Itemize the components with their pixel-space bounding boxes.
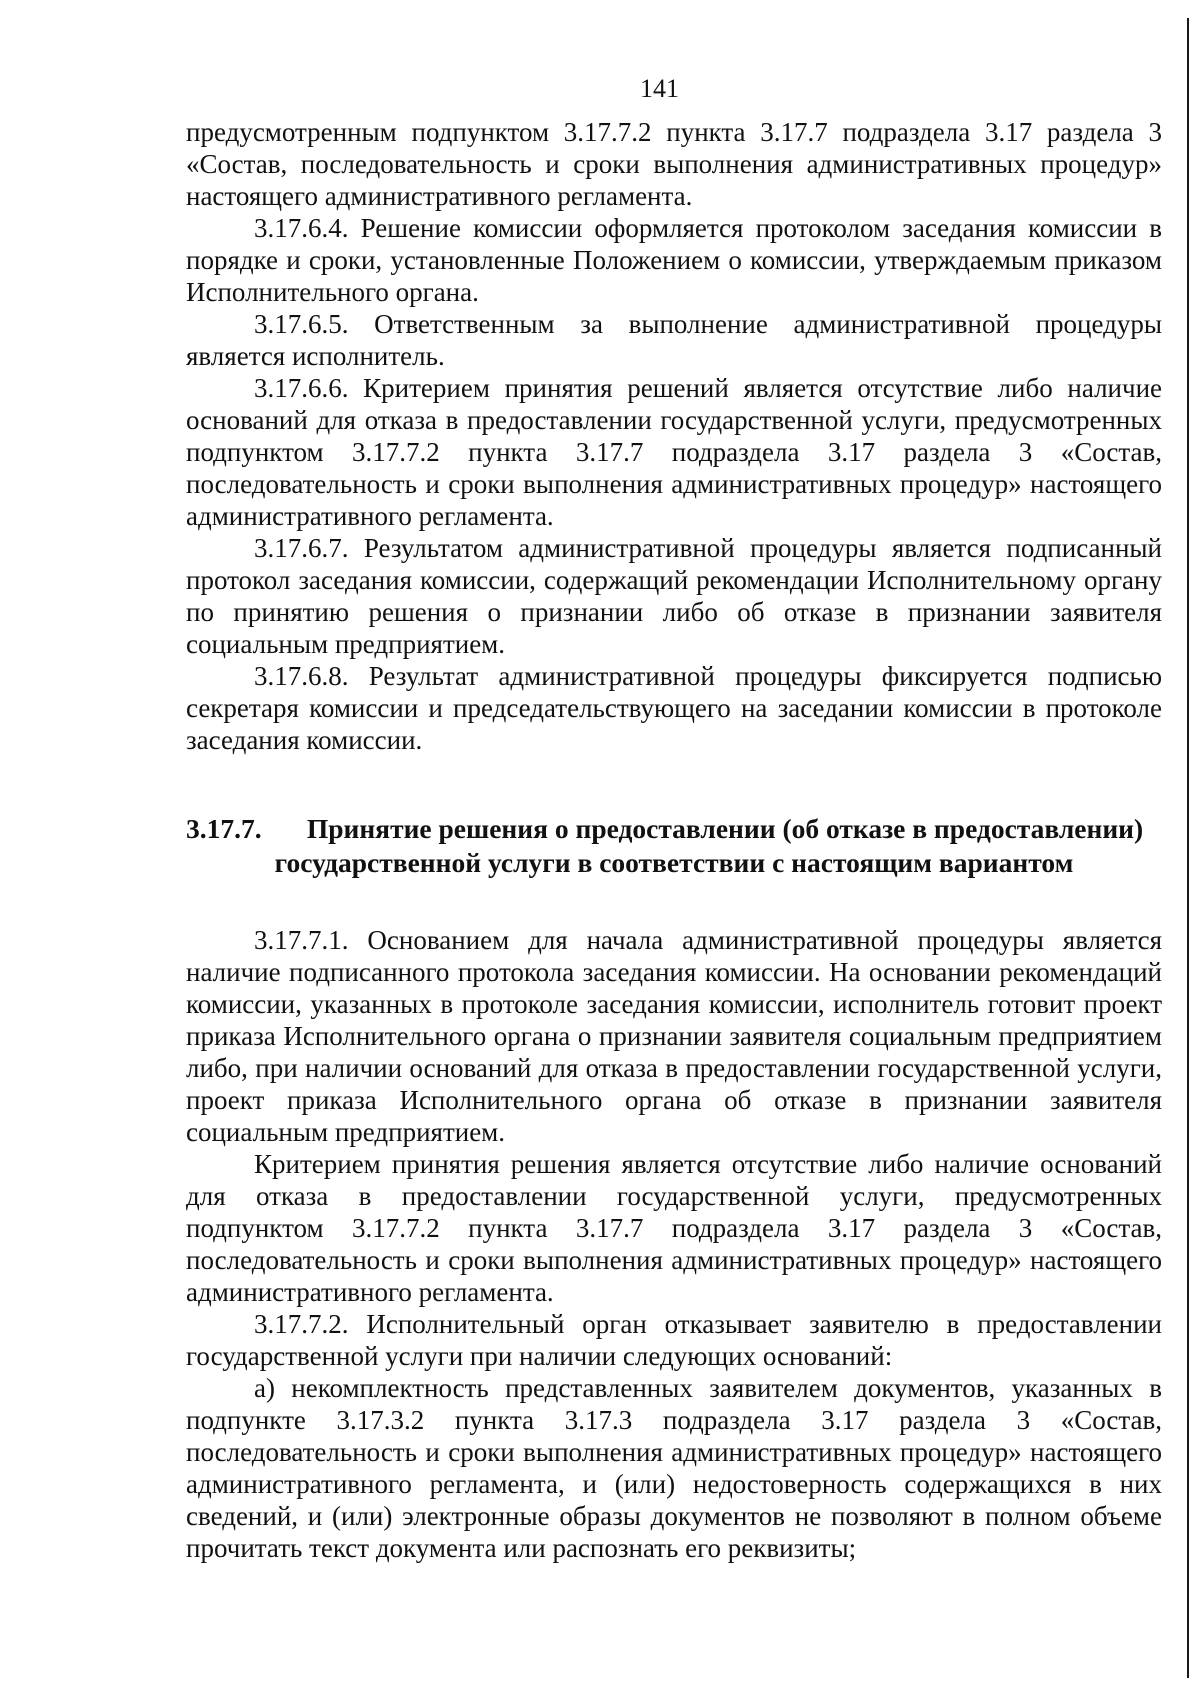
paragraph-3-17-6-7: 3.17.6.7. Результатом административной процедуры является подписанный протокол заседания комиссии, содержащий рекомендации Исполнительному органу по принятию решения о признании либо об отказе в признании заявителя социальным предприятием. <box>186 533 1162 659</box>
page-number: 141 <box>640 74 679 103</box>
paragraph-3-17-6-5: 3.17.6.5. Ответственным за выполнение административной процедуры является исполнитель. <box>186 309 1162 371</box>
scan-edge-line <box>1187 18 1189 1678</box>
paragraph-3-17-7-1: 3.17.7.1. Основанием для начала административной процедуры является наличие подписанного протокола заседания комиссии. На основании рекомендаций комиссии, указанных в протоколе заседания комиссии, исполнитель готовит проект приказа Исполнительного органа о признании заявителя социальным предприятием либо, при наличии оснований для отказа в предоставлении государственной услуги, проект приказа Исполнительного органа об отказе в признании заявителя социальным предприятием. <box>186 925 1162 1147</box>
document-body <box>186 116 1162 1564</box>
paragraph-item-a: а) некомплектность представленных заявителем документов, указанных в подпункте 3.17.3.2 пункта 3.17.3 подраздела 3.17 раздела 3 «Состав, последовательность и сроки выполнения административных процедур» настоящего административного регламента, и (или) недостоверность содержащихся в них сведений, и (или) электронные образы документов не позволяют в полном объеме прочитать текст документа или распознать его реквизиты; <box>186 1373 1162 1563</box>
section-heading-line-2: государственной услуги в соответствии с настоящим вариантом <box>274 847 1074 878</box>
paragraph-3-17-7-2: 3.17.7.2. Исполнительный орган отказывает заявителю в предоставлении государственной услуги при наличии следующих оснований: <box>186 1309 1162 1371</box>
section-heading <box>186 812 1162 880</box>
section-heading-line-1: Принятие решения о предоставлении (об отказе в предоставлении) <box>306 813 1144 844</box>
paragraph-3-17-6-8: 3.17.6.8. Результат административной процедуры фиксируется подписью секретаря комиссии и председательствующего на заседании комиссии в протоколе заседания комиссии. <box>186 661 1162 755</box>
paragraph-criterion: Критерием принятия решения является отсутствие либо наличие оснований для отказа в предоставлении государственной услуги, предусмотренных подпунктом 3.17.7.2 пункта 3.17.7 подраздела 3.17 раздела 3 «Состав, последовательность и сроки выполнения административных процедур» настоящего административного регламента. <box>186 1149 1162 1307</box>
paragraph-continuation: предусмотренным подпунктом 3.17.7.2 пункта 3.17.7 подраздела 3.17 раздела 3 «Состав, последовательность и сроки выполнения административных процедур» настоящего административного регламента. <box>186 117 1162 211</box>
section-heading-number: 3.17.7. <box>186 813 262 844</box>
paragraph-3-17-6-6: 3.17.6.6. Критерием принятия решений является отсутствие либо наличие оснований для отказа в предоставлении государственной услуги, предусмотренных подпунктом 3.17.7.2 пункта 3.17.7 подраздела 3.17 раздела 3 «Состав, последовательность и сроки выполнения административных процедур» настоящего административного регламента. <box>186 373 1162 531</box>
paragraph-3-17-6-4: 3.17.6.4. Решение комиссии оформляется протоколом заседания комиссии в порядке и сроки, установленные Положением о комиссии, утверждаемым приказом Исполнительного органа. <box>186 213 1162 307</box>
